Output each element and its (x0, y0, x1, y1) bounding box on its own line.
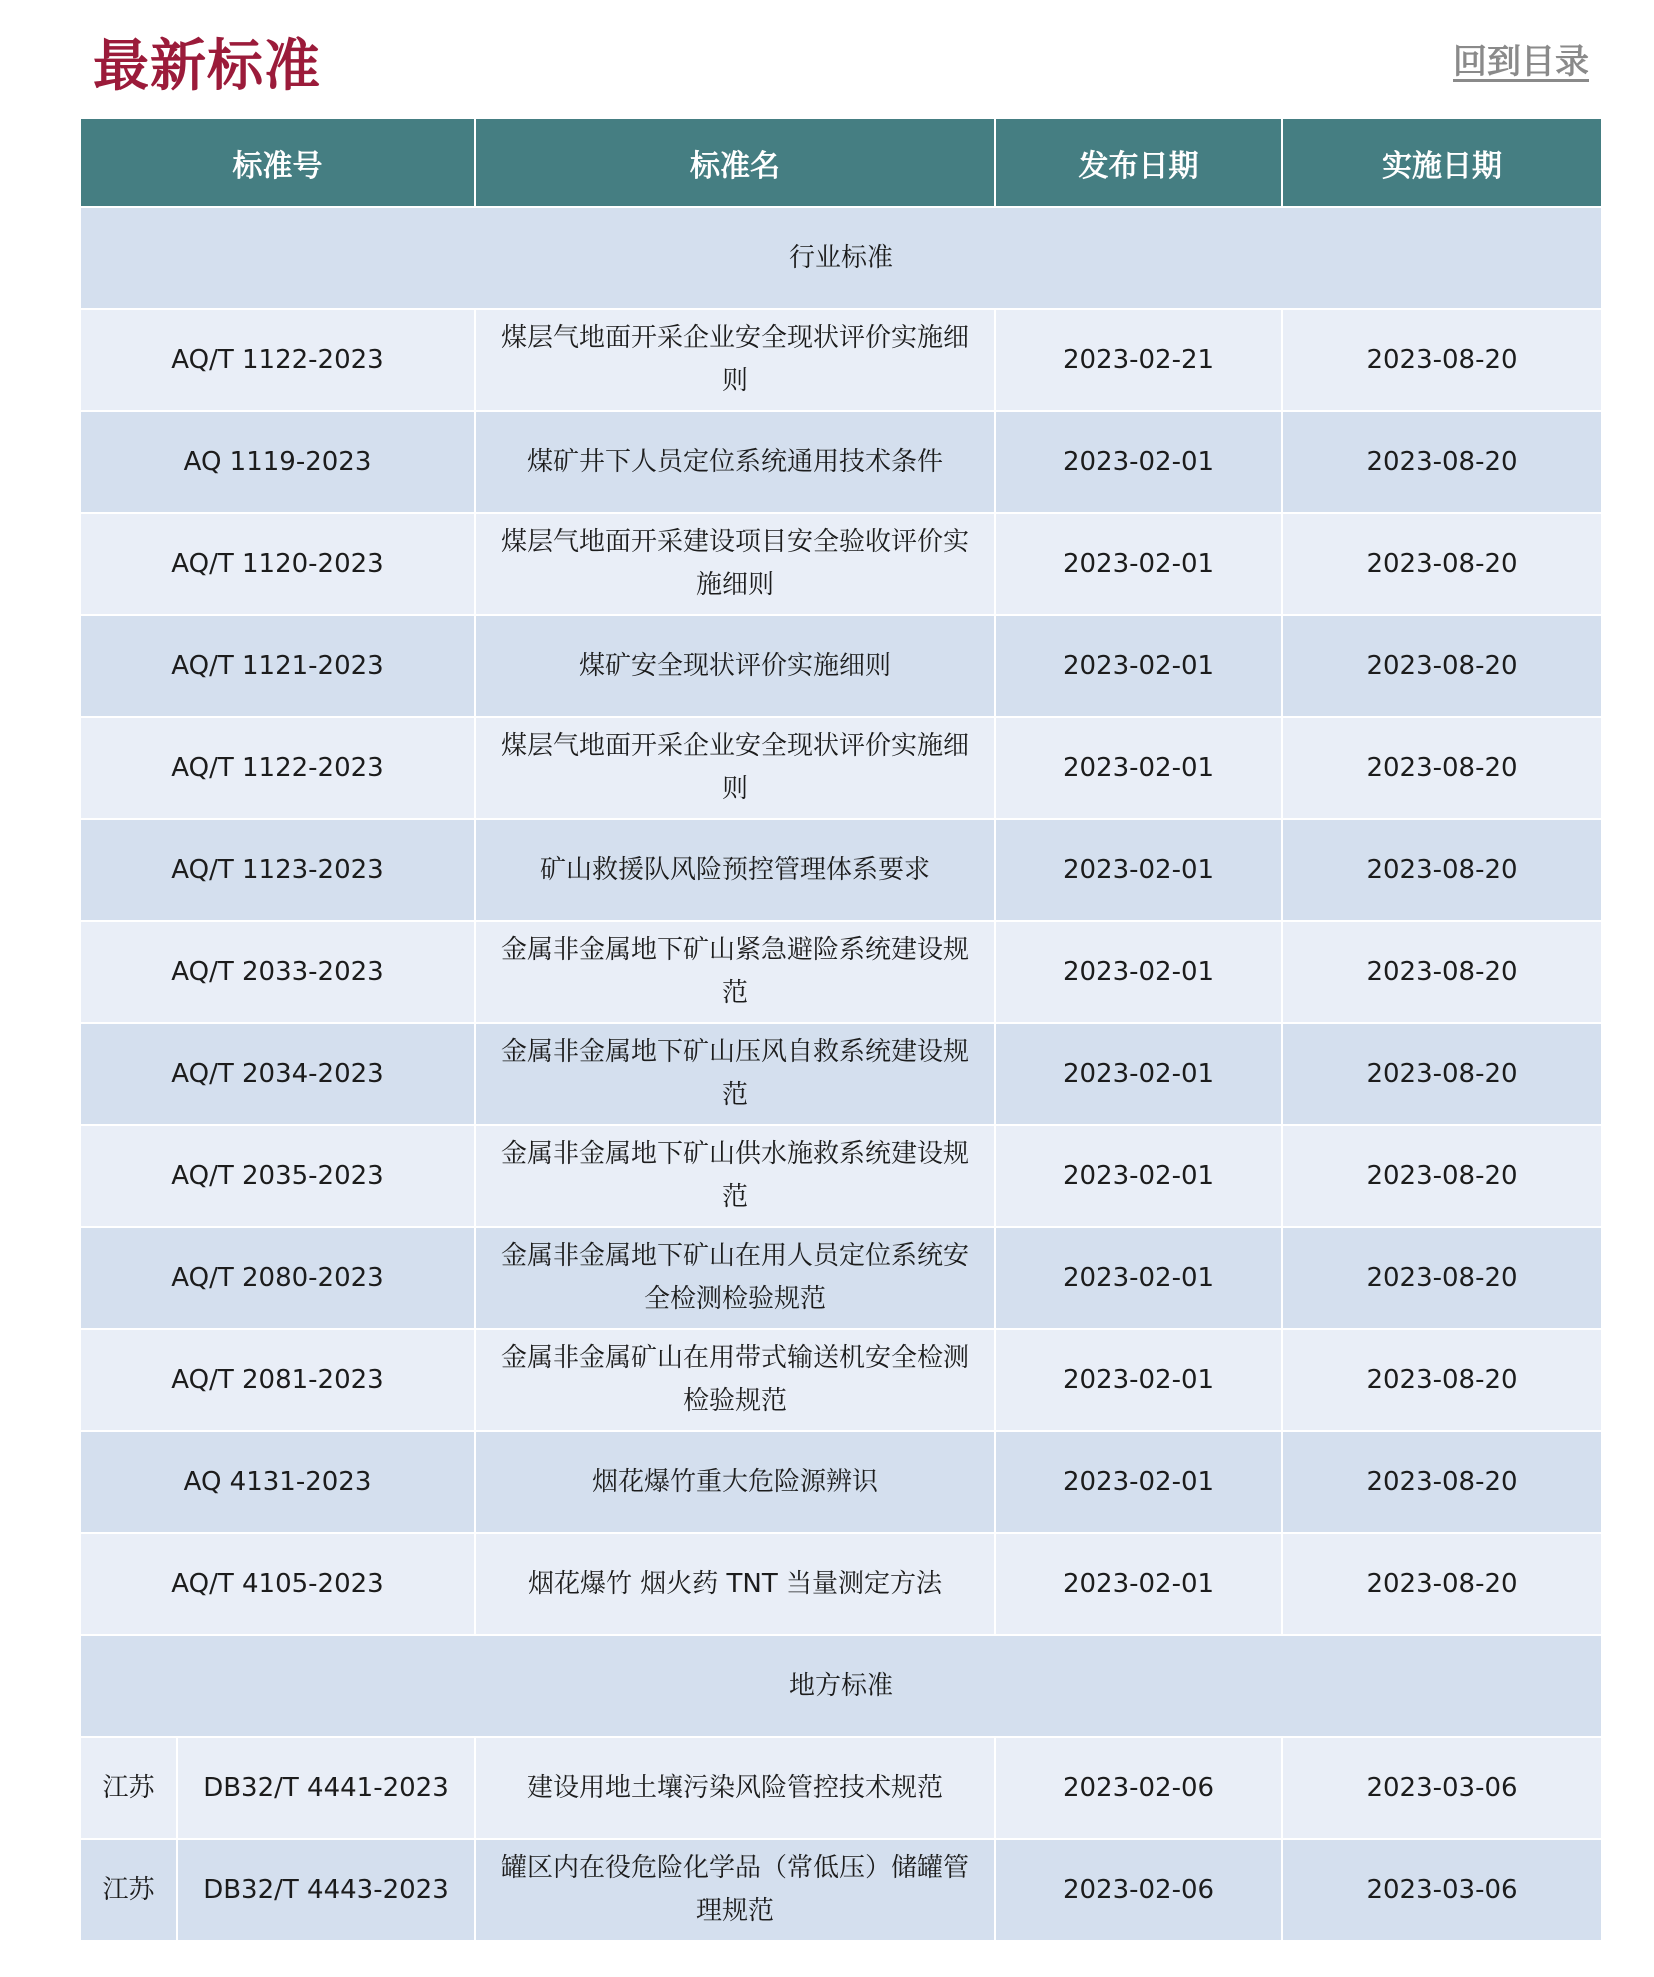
standard-code: AQ/T 4105-2023 (80, 1533, 475, 1635)
standard-code: AQ/T 2035-2023 (80, 1125, 475, 1227)
publish-date: 2023-02-01 (995, 411, 1282, 513)
standards-table (79, 117, 1603, 1942)
publish-date: 2023-02-01 (995, 513, 1282, 615)
column-header-name: 标准名 (475, 118, 995, 207)
effective-date: 2023-03-06 (1282, 1839, 1602, 1941)
table-row (80, 1431, 1602, 1533)
standard-code: AQ/T 1120-2023 (80, 513, 475, 615)
publish-date: 2023-02-01 (995, 717, 1282, 819)
effective-date: 2023-08-20 (1282, 309, 1602, 411)
publish-date: 2023-02-01 (995, 921, 1282, 1023)
standard-name: 煤矿安全现状评价实施细则 (475, 615, 995, 717)
standard-name: 烟花爆竹重大危险源辨识 (475, 1431, 995, 1533)
column-header-published: 发布日期 (995, 118, 1282, 207)
publish-date: 2023-02-01 (995, 819, 1282, 921)
effective-date: 2023-08-20 (1282, 1125, 1602, 1227)
column-header-effective: 实施日期 (1282, 118, 1602, 207)
standard-code: AQ/T 2081-2023 (80, 1329, 475, 1431)
standard-code: AQ/T 2034-2023 (80, 1023, 475, 1125)
back-to-contents-link[interactable]: 回到目录 (1453, 42, 1589, 82)
effective-date: 2023-08-20 (1282, 717, 1602, 819)
section-row-local (80, 1635, 1602, 1737)
effective-date: 2023-08-20 (1282, 819, 1602, 921)
effective-date: 2023-08-20 (1282, 1329, 1602, 1431)
publish-date: 2023-02-21 (995, 309, 1282, 411)
standard-code: AQ/T 1122-2023 (80, 717, 475, 819)
standard-name: 烟花爆竹 烟火药 TNT 当量测定方法 (475, 1533, 995, 1635)
standard-name: 罐区内在役危险化学品（常低压）储罐管理规范 (475, 1839, 995, 1941)
section-label: 地方标准 (80, 1635, 1602, 1737)
publish-date: 2023-02-01 (995, 1125, 1282, 1227)
standard-code: AQ/T 2080-2023 (80, 1227, 475, 1329)
standard-name: 煤矿井下人员定位系统通用技术条件 (475, 411, 995, 513)
publish-date: 2023-02-01 (995, 1023, 1282, 1125)
section-label: 行业标准 (80, 207, 1602, 309)
standard-name: 金属非金属地下矿山紧急避险系统建设规范 (475, 921, 995, 1023)
standard-code: AQ/T 1121-2023 (80, 615, 475, 717)
standard-code: AQ 1119-2023 (80, 411, 475, 513)
table-row (80, 1533, 1602, 1635)
table-row (80, 819, 1602, 921)
standard-code: AQ/T 1123-2023 (80, 819, 475, 921)
region: 江苏 (80, 1839, 177, 1941)
standard-code: DB32/T 4441-2023 (177, 1737, 475, 1839)
table-row (80, 513, 1602, 615)
section-row-industry (80, 207, 1602, 309)
column-header-code: 标准号 (80, 118, 475, 207)
effective-date: 2023-08-20 (1282, 921, 1602, 1023)
effective-date: 2023-08-20 (1282, 1023, 1602, 1125)
standard-name: 建设用地土壤污染风险管控技术规范 (475, 1737, 995, 1839)
publish-date: 2023-02-01 (995, 1533, 1282, 1635)
publish-date: 2023-02-01 (995, 615, 1282, 717)
standard-code: AQ/T 2033-2023 (80, 921, 475, 1023)
standard-name: 金属非金属矿山在用带式输送机安全检测检验规范 (475, 1329, 995, 1431)
effective-date: 2023-08-20 (1282, 1431, 1602, 1533)
table-row (80, 1329, 1602, 1431)
effective-date: 2023-08-20 (1282, 513, 1602, 615)
effective-date: 2023-08-20 (1282, 1533, 1602, 1635)
standard-name: 金属非金属地下矿山在用人员定位系统安全检测检验规范 (475, 1227, 995, 1329)
standard-name: 煤层气地面开采企业安全现状评价实施细则 (475, 309, 995, 411)
standard-code: AQ 4131-2023 (80, 1431, 475, 1533)
table-row (80, 615, 1602, 717)
standard-name: 矿山救援队风险预控管理体系要求 (475, 819, 995, 921)
table-row (80, 921, 1602, 1023)
table-row (80, 1839, 1602, 1941)
table-row (80, 1023, 1602, 1125)
standard-name: 煤层气地面开采建设项目安全验收评价实施细则 (475, 513, 995, 615)
table-header-row (80, 118, 1602, 207)
standard-name: 金属非金属地下矿山供水施救系统建设规范 (475, 1125, 995, 1227)
standard-name: 煤层气地面开采企业安全现状评价实施细则 (475, 717, 995, 819)
page-title: 最新标准 (93, 34, 321, 99)
effective-date: 2023-08-20 (1282, 1227, 1602, 1329)
table-row (80, 411, 1602, 513)
table-row (80, 1227, 1602, 1329)
standard-name: 金属非金属地下矿山压风自救系统建设规范 (475, 1023, 995, 1125)
publish-date: 2023-02-01 (995, 1431, 1282, 1533)
effective-date: 2023-08-20 (1282, 411, 1602, 513)
publish-date: 2023-02-01 (995, 1227, 1282, 1329)
publish-date: 2023-02-06 (995, 1839, 1282, 1941)
standard-code: DB32/T 4443-2023 (177, 1839, 475, 1941)
table-row (80, 309, 1602, 411)
region: 江苏 (80, 1737, 177, 1839)
effective-date: 2023-08-20 (1282, 615, 1602, 717)
effective-date: 2023-03-06 (1282, 1737, 1602, 1839)
table-row (80, 717, 1602, 819)
publish-date: 2023-02-01 (995, 1329, 1282, 1431)
table-row (80, 1737, 1602, 1839)
publish-date: 2023-02-06 (995, 1737, 1282, 1839)
standard-code: AQ/T 1122-2023 (80, 309, 475, 411)
table-row (80, 1125, 1602, 1227)
